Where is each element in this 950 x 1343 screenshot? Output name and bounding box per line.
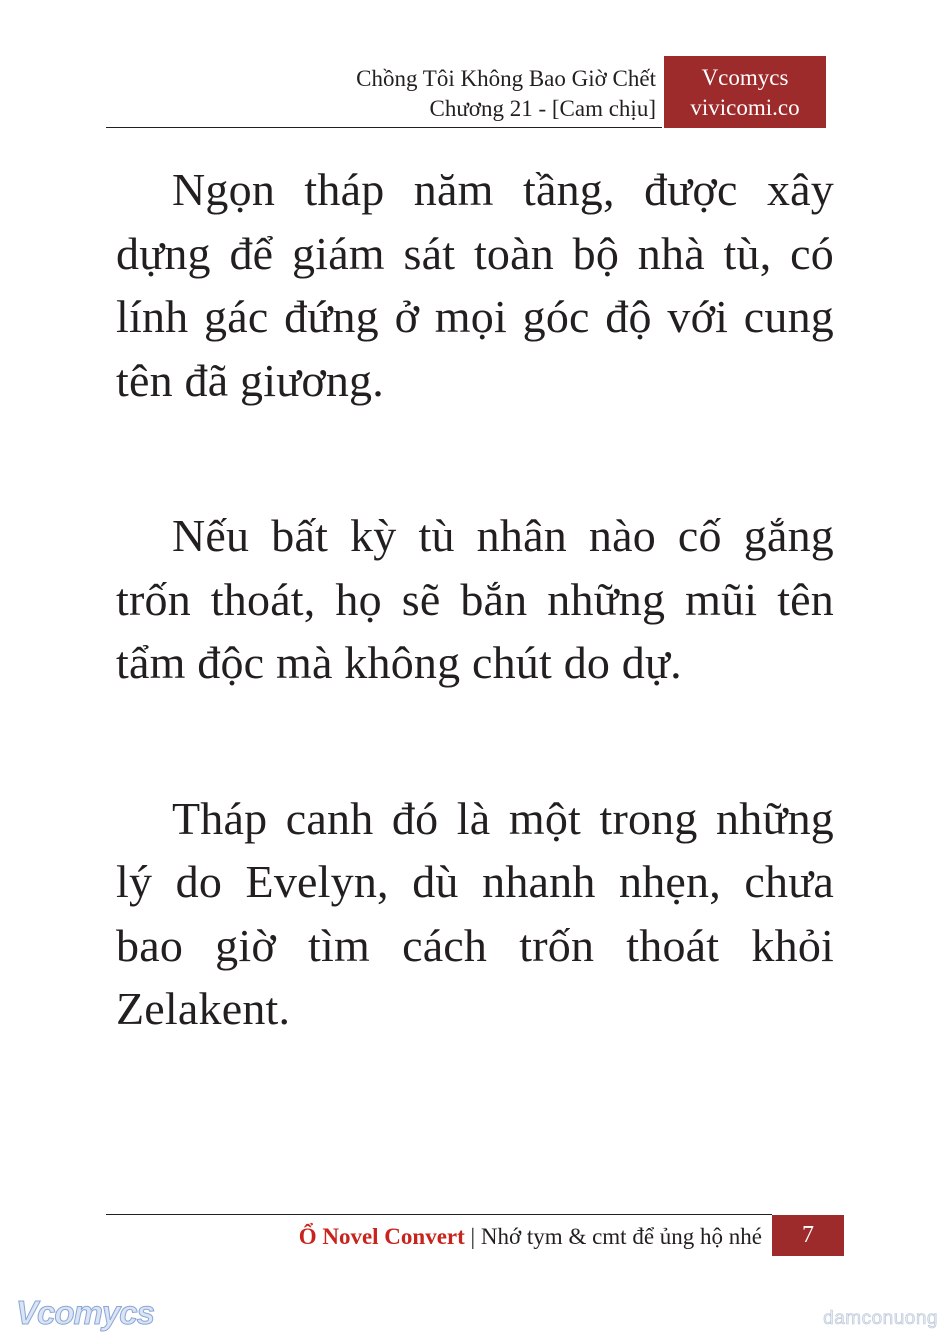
watermark-logo-left: Vcomycs — [16, 1294, 154, 1331]
header-titles — [356, 64, 656, 124]
header-brand-site: vivicomi.co — [690, 95, 800, 120]
footer-separator: | — [464, 1224, 481, 1249]
book-title: Chồng Tôi Không Bao Giờ Chết — [356, 66, 656, 91]
page-header — [106, 56, 826, 128]
header-brand-name: Vcomycs — [701, 65, 789, 90]
footer-text — [299, 1222, 762, 1252]
page-body — [116, 158, 834, 1133]
footer-brand: Ổ Novel Convert — [298, 1224, 465, 1249]
header-divider — [106, 127, 662, 128]
header-brand-box — [664, 56, 826, 128]
footer-message: Nhớ tym & cmt để ủng hộ nhé — [480, 1224, 762, 1249]
paragraph-1: Ngọn tháp năm tầng, được xây dựng để giám sát toàn bộ nhà tù, có lính gác đứng ở mọi góc độ với cung tên đã giương. — [116, 164, 834, 406]
paragraph-2: Nếu bất kỳ tù nhân nào cố gắng trốn thoát, họ sẽ bắn những mũi tên tẩm độc mà không chút do dự. — [116, 510, 834, 688]
paragraph-3: Tháp canh đó là một trong những lý do Evelyn, dù nhanh nhẹn, chưa bao giờ tìm cách trốn thoát khỏi Zelakent. — [116, 792, 834, 1034]
watermark-right: damconuong — [823, 1308, 938, 1329]
page-number: 7 — [772, 1215, 844, 1256]
chapter-title: Chương 21 - [Cam chịu] — [429, 96, 656, 121]
page-footer — [106, 1215, 844, 1257]
